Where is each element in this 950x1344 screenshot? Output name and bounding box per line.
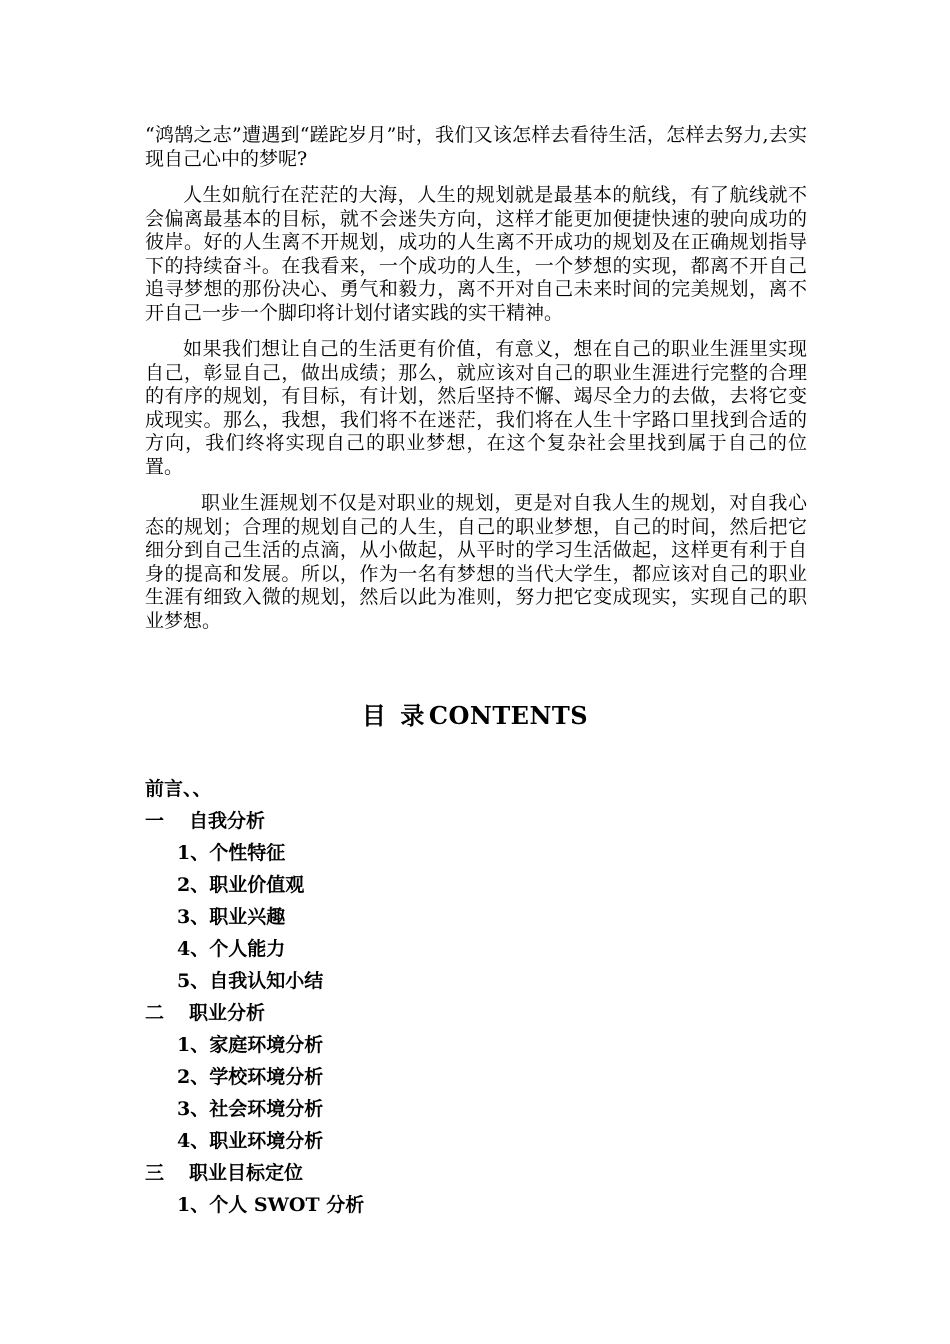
toc-preface[interactable]: 前言、、 (145, 778, 212, 800)
paragraph-1: “鸿鹄之志”遭遇到“蹉跎岁月”时，我们又该怎样去看待生活，怎样去努力,去实现自己心中的梦呢? (145, 124, 807, 170)
toc-item[interactable]: 4、职业环境分析 (177, 1130, 324, 1152)
toc-item[interactable]: 4、个人能力 (177, 938, 286, 960)
toc-item[interactable]: 2、学校环境分析 (177, 1066, 324, 1088)
paragraph-3: 如果我们想让自己的生活更有价值，有意义，想在自己的职业生涯里实现自己，彰显自己，做出成绩；那么，就应该对自己的职业生涯进行完整的合理的有序的规划，有目标，有计划，然后坚持不懈、竭尽全力的去做，去将它变成现实。那么，我想，我们将不在迷茫，我们将在人生十字路口里找到合适的方向，我们终将实现自己的职业梦想，在这个复杂社会里找到属于自己的位置。 (145, 338, 807, 478)
toc-section-num: 一 (145, 810, 165, 832)
toc-title-mu: 目 (361, 701, 387, 730)
toc-item[interactable]: 1、家庭环境分析 (177, 1034, 324, 1056)
toc-section-3[interactable] (145, 1157, 745, 1189)
toc-item[interactable]: 3、职业兴趣 (177, 906, 286, 928)
toc-section-num: 三 (145, 1162, 165, 1184)
toc-section-label: 职业目标定位 (189, 1162, 304, 1184)
toc-section-label: 自我分析 (189, 810, 266, 832)
intro-body (145, 124, 807, 646)
toc-item[interactable]: 5、自我认知小结 (177, 970, 324, 992)
toc-title-lu: 录 (400, 701, 425, 730)
toc-section-2[interactable] (145, 997, 745, 1029)
toc-item[interactable]: 3、社会环境分析 (177, 1098, 324, 1120)
toc-item[interactable]: 1、个性特征 (177, 842, 286, 864)
toc-section-label: 职业分析 (189, 1002, 266, 1024)
toc-item[interactable]: 2、职业价值观 (177, 874, 305, 896)
toc-item[interactable]: 1、个人 SWOT 分析 (177, 1194, 365, 1216)
toc-title (0, 696, 950, 731)
toc-section-1[interactable] (145, 805, 745, 837)
toc-section-num: 二 (145, 1002, 165, 1024)
paragraph-2: 人生如航行在茫茫的大海，人生的规划就是最基本的航线，有了航线就不会偏离最基本的目标，就不会迷失方向，这样才能更加便捷快速的驶向成功的彼岸。好的人生离不开规划，成功的人生离不开成功的规划及在正确规划指导下的持续奋斗。在我看来，一个成功的人生，一个梦想的实现，都离不开自己追寻梦想的那份决心、勇气和毅力，离不开对自己未来时间的完美规划，离不开自己一步一个脚印将计划付诸实践的实干精神。 (145, 184, 807, 324)
toc-title-contents: CONTENTS (428, 701, 589, 730)
paragraph-4: 职业生涯规划不仅是对职业的规划，更是对自我人生的规划，对自我心态的规划；合理的规划自己的人生，自己的职业梦想，自己的时间，然后把它细分到自己生活的点滴，从小做起，从平时的学习生活做起，这样更有利于自身的提高和发展。所以，作为一名有梦想的当代大学生，都应该对自己的职业生涯有细致入微的规划，然后以此为准则，努力把它变成现实，实现自己的职业梦想。 (145, 492, 807, 632)
table-of-contents (145, 773, 745, 1221)
